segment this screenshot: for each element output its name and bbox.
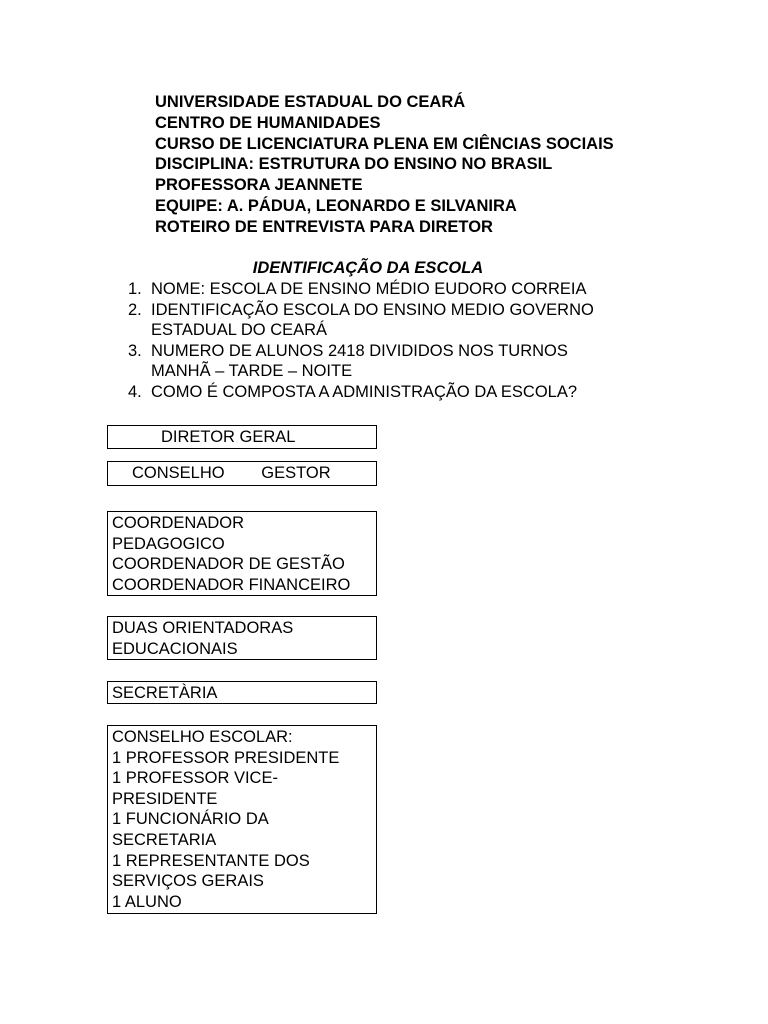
box-line: CONSELHO ESCOLAR: bbox=[112, 728, 293, 746]
discipline-name: DISCIPLINA: ESTRUTURA DO ENSINO NO BRASIL bbox=[155, 155, 553, 174]
school-council-box bbox=[107, 725, 377, 914]
question-item bbox=[128, 300, 594, 341]
director-box bbox=[107, 425, 377, 449]
section-title: IDENTIFICAÇÃO DA ESCOLA bbox=[252, 259, 484, 277]
box-line: CONSELHO GESTOR bbox=[132, 464, 331, 482]
professor-name: PROFESSORA JEANNETE bbox=[155, 176, 363, 195]
question-item bbox=[128, 341, 594, 382]
box-line: 1 PROFESSOR VICE- bbox=[112, 769, 278, 788]
box-line: DIRETOR GERAL bbox=[161, 428, 296, 446]
question-number: 3. bbox=[128, 341, 142, 360]
question-text: COMO É COMPOSTA A ADMINISTRAÇÃO DA ESCOLA? bbox=[151, 382, 578, 401]
question-text: IDENTIFICAÇÃO ESCOLA DO ENSINO MEDIO GOVERNO bbox=[151, 300, 594, 319]
question-text-continued: ESTADUAL DO CEARÁ bbox=[151, 321, 328, 340]
advisors-box bbox=[107, 616, 377, 660]
box-line: PRESIDENTE bbox=[112, 789, 218, 808]
question-text: NOME: ESCOLA DE ENSINO MÉDIO EUDORO CORREIA bbox=[151, 280, 587, 298]
box-line: COORDENADOR bbox=[112, 514, 245, 532]
management-council-box bbox=[107, 461, 377, 486]
question-number: 4. bbox=[128, 382, 142, 401]
box-line: 1 PROFESSOR PRESIDENTE bbox=[112, 748, 340, 767]
question-text: NUMERO DE ALUNOS 2418 DIVIDIDOS NOS TURNOS bbox=[151, 341, 568, 360]
question-text-continued: MANHÃ – TARDE – NOITE bbox=[151, 362, 353, 381]
box-line: SERVIÇOS GERAIS bbox=[112, 872, 264, 891]
box-line: PEDAGOGICO bbox=[112, 534, 225, 553]
center-name: CENTRO DE HUMANIDADES bbox=[155, 113, 381, 132]
question-item bbox=[128, 382, 594, 403]
question-number: 1. bbox=[128, 280, 142, 298]
box-line: SECRETÀRIA bbox=[112, 684, 218, 702]
question-number: 2. bbox=[128, 300, 142, 319]
box-line: COORDENADOR FINANCEIRO bbox=[112, 575, 351, 594]
box-line: EDUCACIONAIS bbox=[112, 639, 238, 658]
box-line: 1 FUNCIONÁRIO DA bbox=[112, 810, 269, 829]
coordinators-box bbox=[107, 511, 377, 596]
question-list bbox=[128, 279, 594, 403]
box-line: DUAS ORIENTADORAS bbox=[112, 619, 294, 637]
box-line: 1 REPRESENTANTE DOS bbox=[112, 851, 310, 870]
course-name: CURSO DE LICENCIATURA PLENA EM CIÊNCIAS SOCIAIS bbox=[155, 134, 614, 153]
question-item bbox=[128, 279, 594, 300]
document-header bbox=[155, 92, 614, 238]
box-line: SECRETARIA bbox=[112, 830, 217, 849]
university-name: UNIVERSIDADE ESTADUAL DO CEARÁ bbox=[155, 93, 466, 111]
secretary-box bbox=[107, 681, 377, 704]
team-names: EQUIPE: A. PÁDUA, LEONARDO E SILVANIRA bbox=[155, 196, 517, 215]
box-line: COORDENADOR DE GESTÃO bbox=[112, 555, 345, 574]
box-line: 1 ALUNO bbox=[112, 892, 182, 911]
document-subtitle: ROTEIRO DE ENTREVISTA PARA DIRETOR bbox=[155, 217, 493, 236]
